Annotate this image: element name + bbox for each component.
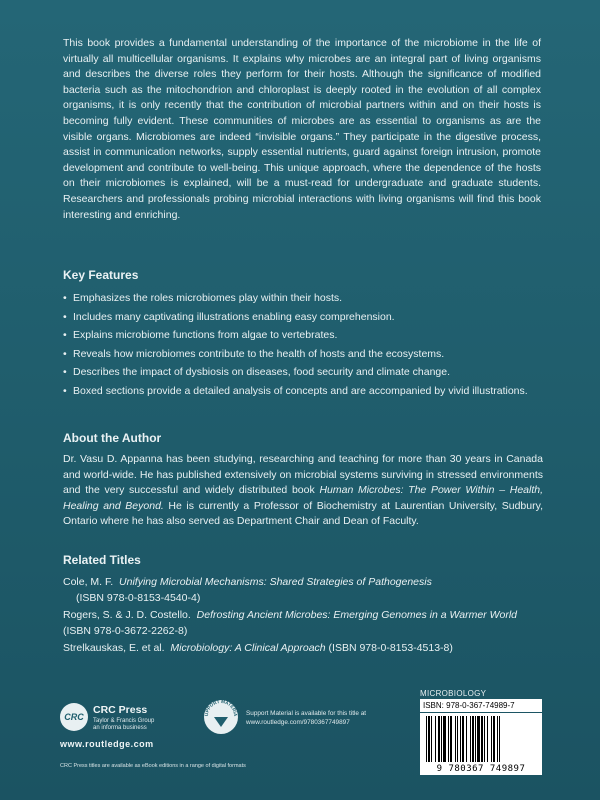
barcode-bar	[497, 716, 498, 762]
barcode-bar	[499, 716, 500, 762]
barcode-bar	[450, 716, 452, 762]
publisher-sub	[93, 718, 154, 732]
key-features-heading: Key Features	[63, 268, 139, 282]
feature-text: Boxed sections provide a detailed analysis of concepts and are accompanied by vivid illustrations.	[73, 384, 528, 397]
barcode-bar	[428, 716, 430, 762]
barcode-bar	[435, 716, 436, 762]
related-title: Unifying Microbial Mechanisms: Shared Strategies of Pathogenesis	[119, 576, 432, 588]
feature-text: Includes many captivating illustrations enabling easy comprehension.	[73, 310, 395, 323]
support-material-text	[246, 709, 366, 727]
list-item	[63, 347, 543, 362]
list-item	[63, 310, 543, 325]
support-badge-text: UPPORT MATERIA	[203, 699, 239, 717]
related-isbn: (ISBN 978-0-8153-4540-4)	[76, 591, 201, 604]
barcode-bar	[484, 716, 485, 762]
website-link[interactable]: www.routledge.com	[60, 739, 154, 749]
barcode-bar	[491, 716, 492, 762]
barcode-bar	[455, 716, 456, 762]
list-item	[63, 328, 543, 343]
crc-logo-icon: CRC	[60, 703, 88, 731]
list-item	[63, 641, 543, 657]
support-line: Support Material is available for this title at	[246, 710, 367, 717]
barcode-bar	[472, 716, 474, 762]
list-item	[63, 575, 543, 606]
bullet-icon: •	[63, 310, 67, 323]
support-material-icon	[203, 699, 239, 735]
barcode-bars	[424, 716, 538, 762]
support-url[interactable]: www.routledge.com/9780367749897	[246, 719, 350, 726]
feature-text: Describes the impact of dysbiosis on diseases, food security and climate change.	[73, 366, 451, 379]
barcode-bar	[426, 716, 427, 762]
about-author-text	[63, 452, 543, 530]
barcode-bar	[460, 716, 461, 762]
feature-text: Reveals how microbiomes contribute to the health of hosts and the ecosystems.	[73, 347, 445, 360]
barcode-bar	[487, 716, 488, 762]
related-isbn: (ISBN 978-0-8153-4513-8)	[328, 642, 453, 655]
related-author: Cole, M. F.	[63, 576, 114, 588]
bullet-icon: •	[63, 292, 67, 304]
about-text-part: Dr. Vasu D. Appanna has been studying, researching and teaching for more than 30 years in Canada and world-wide. He has published extensively on microbial systems surviving in stressed environments and the very successful and widely distributed book	[63, 453, 543, 497]
barcode-bar	[443, 716, 446, 762]
barcode-bar	[481, 716, 483, 762]
barcode-bar	[441, 716, 442, 762]
barcode-bar	[493, 716, 495, 762]
bullet-icon: •	[63, 347, 67, 360]
about-author-heading: About the Author	[63, 431, 162, 445]
related-titles-list	[63, 575, 543, 659]
barcode-bar	[457, 716, 458, 762]
ebook-note: CRC Press titles are available as eBook editions in a range of digital formats	[60, 763, 246, 769]
description-block	[63, 36, 541, 223]
description-text: This book provides a fundamental understanding of the importance of the microbiome in the life of virtually all multicellular organisms. It explains why microbes are an integral part of living organisms and describes the diverse roles they perform for their hosts. Although the significance of modified bacteria such as the mitochondrion and chloroplast is deeply rooted in the evolution of all complex organisms, it is only recently that the contribution of microbial partners within and on their hosts is becoming fully evident. These communities of microbes are as essential to organisms as are the visible organs. Microbiomes are indeed “invisible organs.” They participate in the digestive process, assist in communication networks, supply essential nutrients, guard against foreign intrusion, promote development and contribute to well-being. This unique approach, where the dependence of the hosts on their microbiomes is explained, will be a must-read for undergraduate and graduate students. Researchers and professionals probing microbial interactions with living organisms will find this book interesting and enriching.	[63, 37, 541, 221]
list-item	[63, 384, 543, 399]
publisher-name: CRC Press	[93, 704, 148, 716]
key-features-list	[63, 291, 543, 403]
list-item	[63, 291, 543, 306]
feature-text: Emphasizes the roles microbiomes play within their hosts.	[73, 292, 343, 304]
subject-category: MICROBIOLOGY	[420, 689, 487, 698]
barcode-bar	[431, 716, 432, 762]
related-author: Rogers, S. & J. D. Costello.	[63, 609, 191, 622]
barcode-bar	[438, 716, 440, 762]
isbn-label: ISBN: 978-0-367-74989-7	[420, 699, 542, 712]
publisher-tagline: an informa business	[93, 725, 147, 731]
barcode-bar	[466, 716, 467, 762]
barcode-bar	[477, 716, 480, 762]
about-book-title: Human Microbes: The Power Within – Health, Healing and Beyond.	[63, 484, 543, 512]
isbn-block	[420, 689, 542, 775]
related-isbn: (ISBN 978-0-3672-2262-8)	[63, 624, 188, 637]
related-title: Microbiology: A Clinical Approach	[170, 642, 326, 655]
barcode-bar	[448, 716, 449, 762]
list-item	[63, 365, 543, 380]
barcode-bar	[475, 716, 476, 762]
barcode-digits: 9 780367 749897	[436, 764, 526, 774]
about-text-part: He is currently a Professor of Biochemistry at Laurentian University, Sudbury, Ontario where he has also served as Department Chair and Dean of Faculty.	[63, 499, 543, 528]
list-item	[63, 608, 543, 639]
related-title: Defrosting Ancient Microbes: Emerging Genomes in a Warmer World	[196, 609, 518, 622]
barcode-bar	[470, 716, 471, 762]
feature-text: Explains microbiome functions from algae to vertebrates.	[73, 329, 338, 342]
publisher-group: Taylor & Francis Group	[93, 718, 155, 724]
crc-press-logo	[60, 703, 185, 735]
barcode	[420, 713, 542, 775]
bullet-icon: •	[63, 366, 67, 379]
bullet-icon: •	[63, 384, 67, 397]
related-titles-heading: Related Titles	[63, 553, 141, 567]
bullet-icon: •	[63, 329, 67, 342]
barcode-bar	[462, 716, 464, 762]
related-author: Strelkauskas, E. et al.	[63, 642, 165, 655]
